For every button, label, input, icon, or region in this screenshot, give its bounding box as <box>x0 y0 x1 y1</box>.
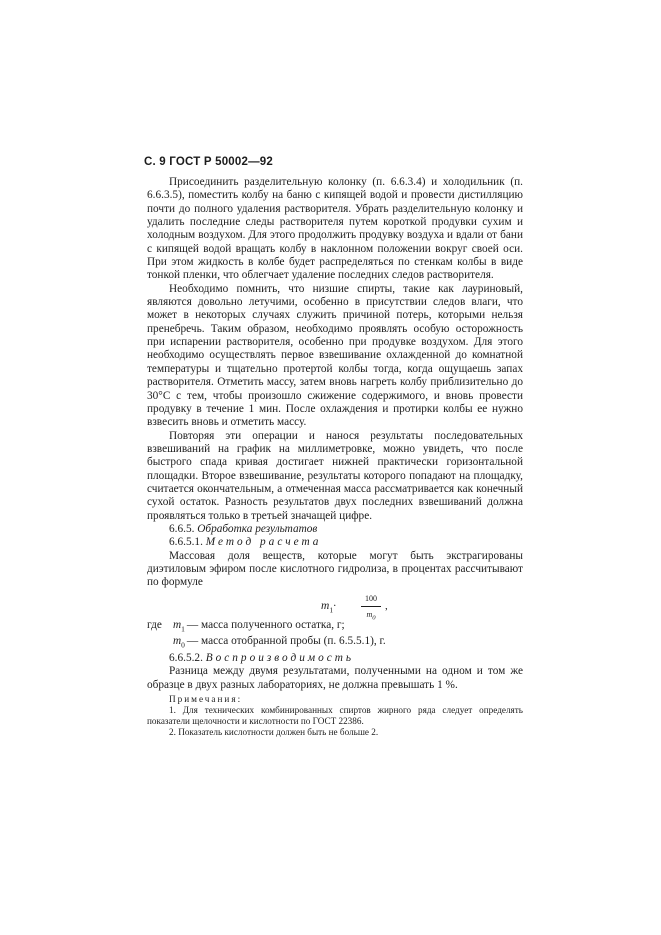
note-item: 1. Для технических комбинированных спиртов жирного ряда следует определять показатели щелочности и кислотности по ГОСТ 22386. <box>147 704 523 726</box>
section-6-6-5-2 <box>147 652 523 665</box>
formula-fraction <box>361 592 381 625</box>
section-number: 6.6.5.1. <box>169 536 203 549</box>
definition-m1: где $m_1$ — масса полученного остатка, г; <box>147 619 523 636</box>
section-6-6-5 <box>147 523 523 536</box>
where-label: где <box>147 618 162 631</box>
definitions <box>147 619 523 652</box>
document-body <box>147 176 523 738</box>
paragraph-weighing: Повторяя эти операции и нанося результаты последовательных взвешиваний на график на миллиметровке, можно увидеть, что после быстрого спада кривая достигает нижней практически горизонтальной площадки. Второе взвешивание, результаты которого попадают на площадку, считается окончательным, а отмеченная масса рассматривается как конечный сухой остаток. Разность результатов двух последних взвешиваний должна проявляться только в третьей значащей цифре. <box>147 429 523 522</box>
paragraph-reproducibility: Разница между двумя результатами, полученными на одном и том же образце в двух разных лабораториях, не должна превышать 1 %. <box>147 665 523 691</box>
notes <box>147 694 523 738</box>
section-title: Воспроизводимость <box>205 651 355 664</box>
section-title: Обработка результатов <box>197 522 318 535</box>
formula-numerator-var: $m_1\cdot$ <box>321 599 336 614</box>
definition-m0: $m_0$ — масса отобранной пробы (п. 6.5.5.1), г. <box>173 635 386 650</box>
section-title: Метод расчета <box>205 536 322 549</box>
formula-numerator: 100 <box>361 592 381 607</box>
formula-comma: , <box>385 599 388 612</box>
page-header: С. 9 ГОСТ Р 50002—92 <box>144 156 273 168</box>
section-number: 6.6.5. <box>169 522 195 535</box>
section-6-6-5-1 <box>147 536 523 549</box>
note-item: 2. Показатель кислотности должен быть не больше 2. <box>169 726 379 737</box>
section-number: 6.6.5.2. <box>169 651 203 664</box>
notes-title: Примечания: <box>169 693 243 704</box>
paragraph-distillation: Присоединить разделительную колонку (п. 6.6.3.4) и холодильник (п. 6.6.3.5), поместить колбу на баню с кипящей водой и провести дистилляцию почти до полного удаления растворителя. Убрать разделительную колонку и удалить последние следы растворителя путем короткой продувки сухим и холодным воздухом. Для этого продолжить продувку воздуха и вдали от бани с кипящей водой вращать колбу в наклонном положении вокруг своей оси. При этом жидкость в колбе будет распределяться по стенкам колбы в виде тонкой пленки, что облегчает удаление последних следов растворителя. <box>147 176 523 282</box>
formula-denominator: $m_0$ <box>366 610 376 622</box>
formula <box>147 592 523 622</box>
paragraph-calculation: Массовая доля веществ, которые могут быть экстрагированы диэтиловым эфиром после кислотного гидролиза, в процентах рассчитывают по формуле <box>147 549 523 589</box>
paragraph-precautions: Необходимо помнить, что низшие спирты, такие как лауриновый, являются довольно летучими, особенно в присутствии следов влаги, что может в некоторых случаях служить причиной потерь, которыми нельзя пренебречь. Таким образом, необходимо проявлять особую осторожность при испарении растворителя, особенно при продувке воздухом. Для этого необходимо осуществлять первое взвешивание охлажденной до комнатной температуры и тщательно протертой колбы тогда, когда ощущаешь запах растворителя. Отметить массу, затем вновь нагреть колбу приблизительно до 30°С с тем, чтобы произошло сжижение содержимого, и вновь провести продувку в течение 1 мин. После охлаждения и протирки колбы ее нужно взвесить вновь и отметить массу. <box>147 282 523 429</box>
